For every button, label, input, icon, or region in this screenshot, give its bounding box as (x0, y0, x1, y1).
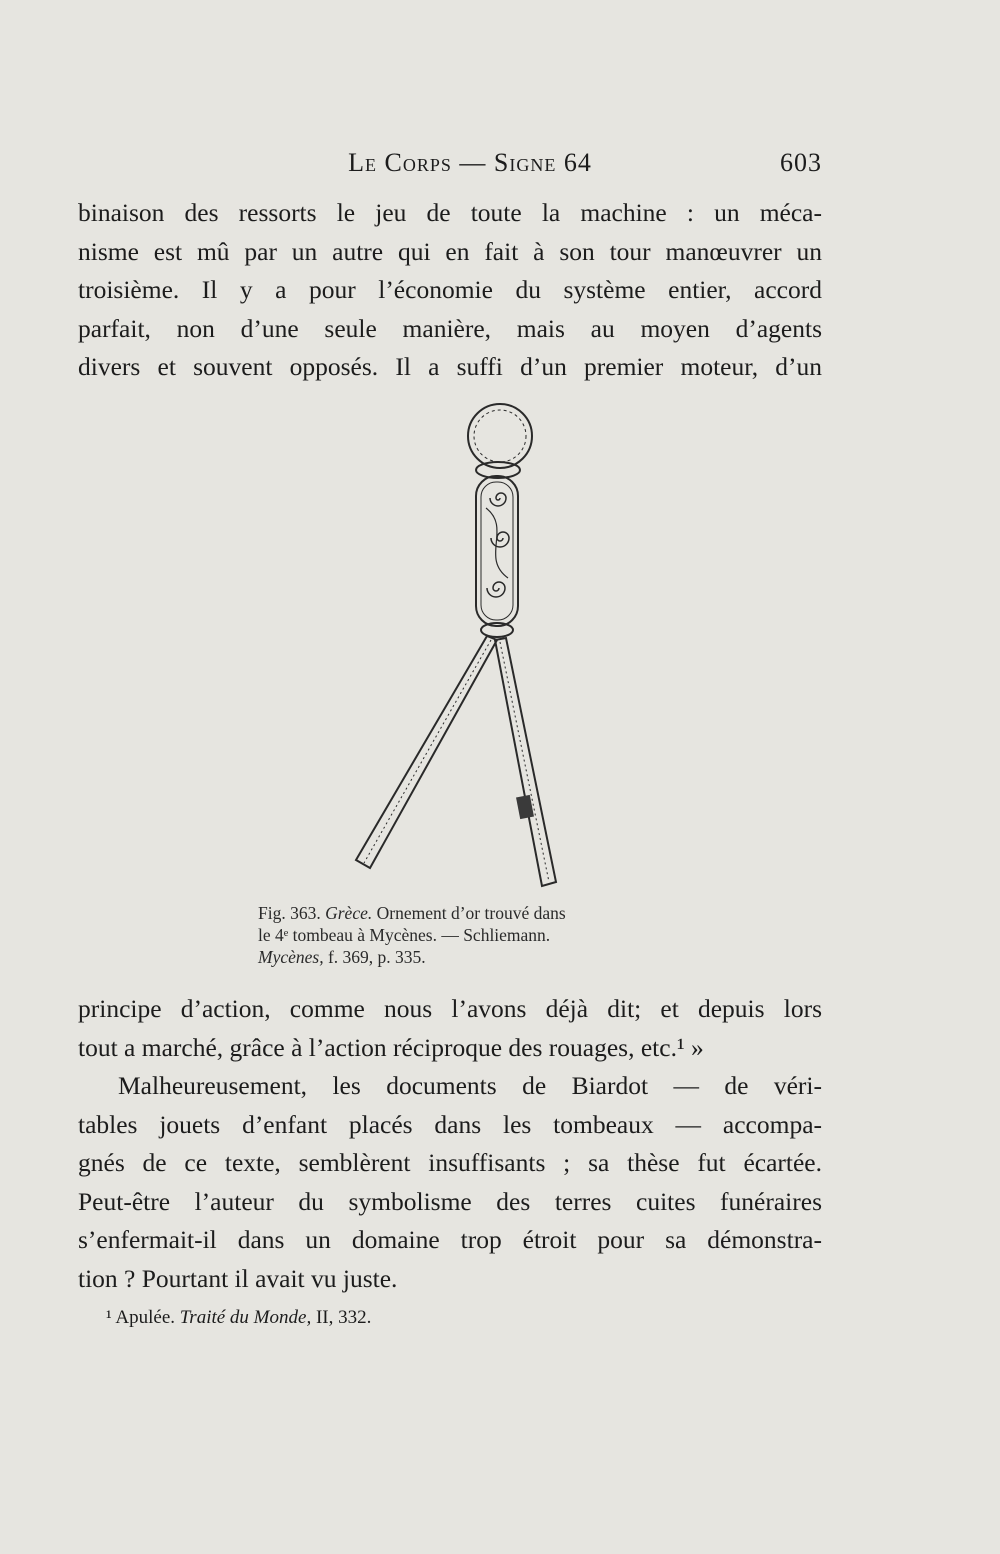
footnote (106, 1306, 806, 1330)
text-line: troisième. Il y a pour l’économie du système entier, accord (78, 275, 822, 304)
caption-book-title: Mycènes, (258, 947, 324, 967)
text-line: Peut-être l’auteur du symbolisme des terres cuites funéraires (78, 1186, 822, 1216)
text-line: divers et souvent opposés. Il a suffi d’un premier moteur, d’un (78, 352, 822, 381)
footnote-mark: ¹ (106, 1307, 112, 1328)
ornament-strip-left (356, 636, 497, 868)
page-number: 603 (780, 148, 822, 177)
caption-figure-number: Fig. 363. (258, 903, 321, 923)
gold-ornament-illustration (330, 398, 570, 898)
footnote-work: Traité du Monde, (179, 1307, 312, 1328)
caption-line-1 (258, 902, 658, 924)
caption-reference: f. 369, p. 335. (327, 947, 426, 967)
text-line: principe d’action, comme nous l’avons déjà dit; et depuis lors (78, 994, 822, 1023)
figure-caption (258, 902, 658, 968)
text-line: gnés de ce texte, semblèrent insuffisants ; sa thèse fut écartée. (78, 1148, 822, 1177)
caption-line-2: le 4ᵉ tombeau à Mycènes. — Schliemann. (258, 925, 551, 945)
ornament-ring (468, 404, 532, 468)
text-line: nisme est mû par un autre qui en fait à son tour manœuvrer un (78, 236, 822, 266)
text-line: tout a marché, grâce à l’action réciproque des rouages, etc.¹ » (78, 1032, 704, 1062)
ornament-capsule (476, 476, 518, 626)
caption-line-3 (258, 946, 658, 968)
footnote-ref: II, 332. (315, 1307, 372, 1328)
text-line: parfait, non d’une seule manière, mais au moyen d’agents (78, 313, 822, 343)
text-line: Malheureusement, les documents de Biardot — de véri- (118, 1071, 822, 1100)
caption-place: Grèce. (325, 903, 373, 923)
text-line: tables jouets d’enfant placés dans les tombeaux — accompa- (78, 1109, 822, 1139)
text-line: tion ? Pourtant il avait vu juste. (78, 1263, 398, 1293)
text-line: binaison des ressorts le jeu de toute la machine : un méca- (78, 198, 822, 227)
body-paragraph-top (78, 194, 822, 387)
body-paragraph-bottom (78, 990, 822, 1298)
text-line: s’enfermait-il dans un domaine trop étroit pour sa démonstra- (78, 1225, 822, 1254)
running-head-title: Le Corps — Signe 64 (348, 148, 592, 177)
footnote-author: Apulée. (115, 1307, 176, 1328)
running-head (78, 148, 822, 184)
caption-description: Ornement d’or trouvé dans (376, 903, 566, 923)
ornament-strip-right (495, 638, 556, 886)
